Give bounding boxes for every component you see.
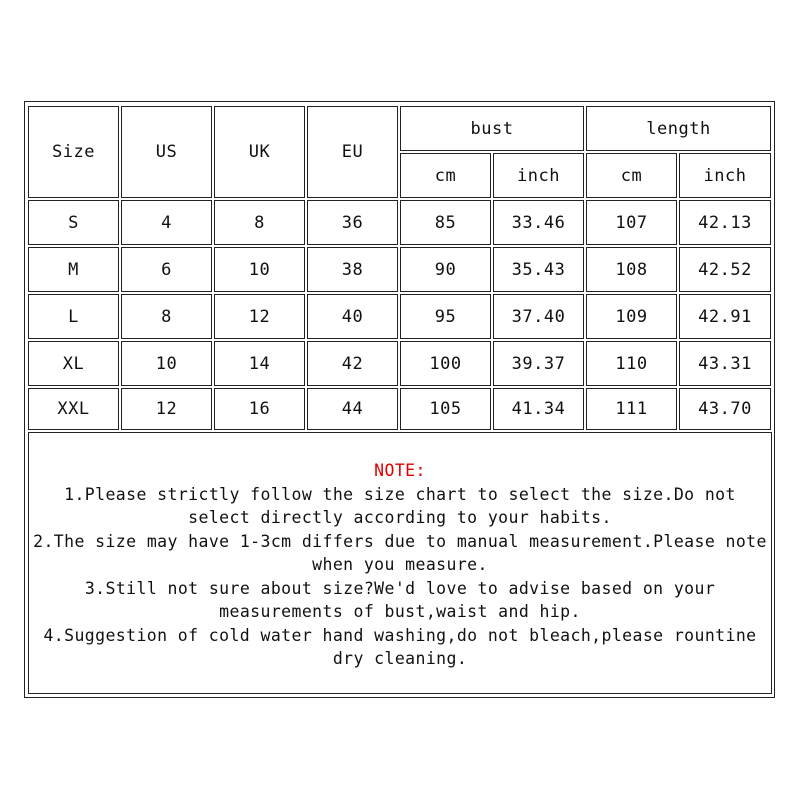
header-uk: UK — [214, 106, 305, 198]
table-cell: 111 — [586, 388, 677, 430]
header-bust-inch: inch — [493, 153, 584, 198]
table-cell: 85 — [400, 200, 491, 245]
note-line: dry cleaning. — [332, 649, 468, 668]
header-length: length — [586, 106, 771, 151]
header-eu: EU — [307, 106, 398, 198]
note-text — [28, 459, 772, 671]
table-cell: 38 — [307, 247, 398, 292]
note-line: 2.The size may have 1-3cm differs due to manual measurement.Please note — [33, 531, 767, 551]
table-cell: 107 — [586, 200, 677, 245]
table-cell: 4 — [121, 200, 212, 245]
table-cell: 108 — [586, 247, 677, 292]
table-cell: 12 — [214, 294, 305, 339]
table-cell: 109 — [586, 294, 677, 339]
table-cell: 40 — [307, 294, 398, 339]
table-cell: M — [28, 247, 119, 292]
note-line: 3.Still not sure about size?We'd love to advise based on your — [84, 578, 716, 598]
table-cell: 100 — [400, 341, 491, 386]
table-cell: 8 — [214, 200, 305, 245]
header-bust: bust — [400, 106, 584, 151]
table-cell: XL — [28, 341, 119, 386]
table-cell: 90 — [400, 247, 491, 292]
table-cell: 41.34 — [493, 388, 584, 430]
table-cell: 10 — [214, 247, 305, 292]
table-cell: 14 — [214, 341, 305, 386]
table-cell: 33.46 — [493, 200, 584, 245]
table-cell: 16 — [214, 388, 305, 430]
table-cell: 12 — [121, 388, 212, 430]
table-cell: 42.91 — [679, 294, 771, 339]
table-cell: 8 — [121, 294, 212, 339]
table-cell: 95 — [400, 294, 491, 339]
note-line: 1.Please strictly follow the size chart to select the size.Do not — [64, 484, 736, 504]
table-cell: 35.43 — [493, 247, 584, 292]
table-cell: 44 — [307, 388, 398, 430]
header-length-inch: inch — [679, 153, 771, 198]
header-size: Size — [28, 106, 119, 198]
table-cell: 42 — [307, 341, 398, 386]
note-line: measurements of bust,waist and hip. — [219, 602, 581, 621]
header-us: US — [121, 106, 212, 198]
table-cell: 105 — [400, 388, 491, 430]
table-cell: 43.70 — [679, 388, 771, 430]
table-cell: 42.13 — [679, 200, 771, 245]
note-line: when you measure. — [312, 555, 488, 574]
header-length-cm: cm — [586, 153, 677, 198]
table-cell: 110 — [586, 341, 677, 386]
table-cell: 10 — [121, 341, 212, 386]
note-line: select directly according to your habits. — [188, 508, 612, 527]
table-cell: 43.31 — [679, 341, 771, 386]
table-cell: 39.37 — [493, 341, 584, 386]
table-cell: 37.40 — [493, 294, 584, 339]
note-title: NOTE: — [374, 461, 426, 480]
table-cell: XXL — [28, 388, 119, 430]
table-cell: 6 — [121, 247, 212, 292]
header-bust-cm: cm — [400, 153, 491, 198]
table-cell: 42.52 — [679, 247, 771, 292]
table-cell: L — [28, 294, 119, 339]
table-cell: 36 — [307, 200, 398, 245]
note-line: 4.Suggestion of cold water hand washing,do not bleach,please rountine — [43, 625, 757, 645]
table-cell: S — [28, 200, 119, 245]
